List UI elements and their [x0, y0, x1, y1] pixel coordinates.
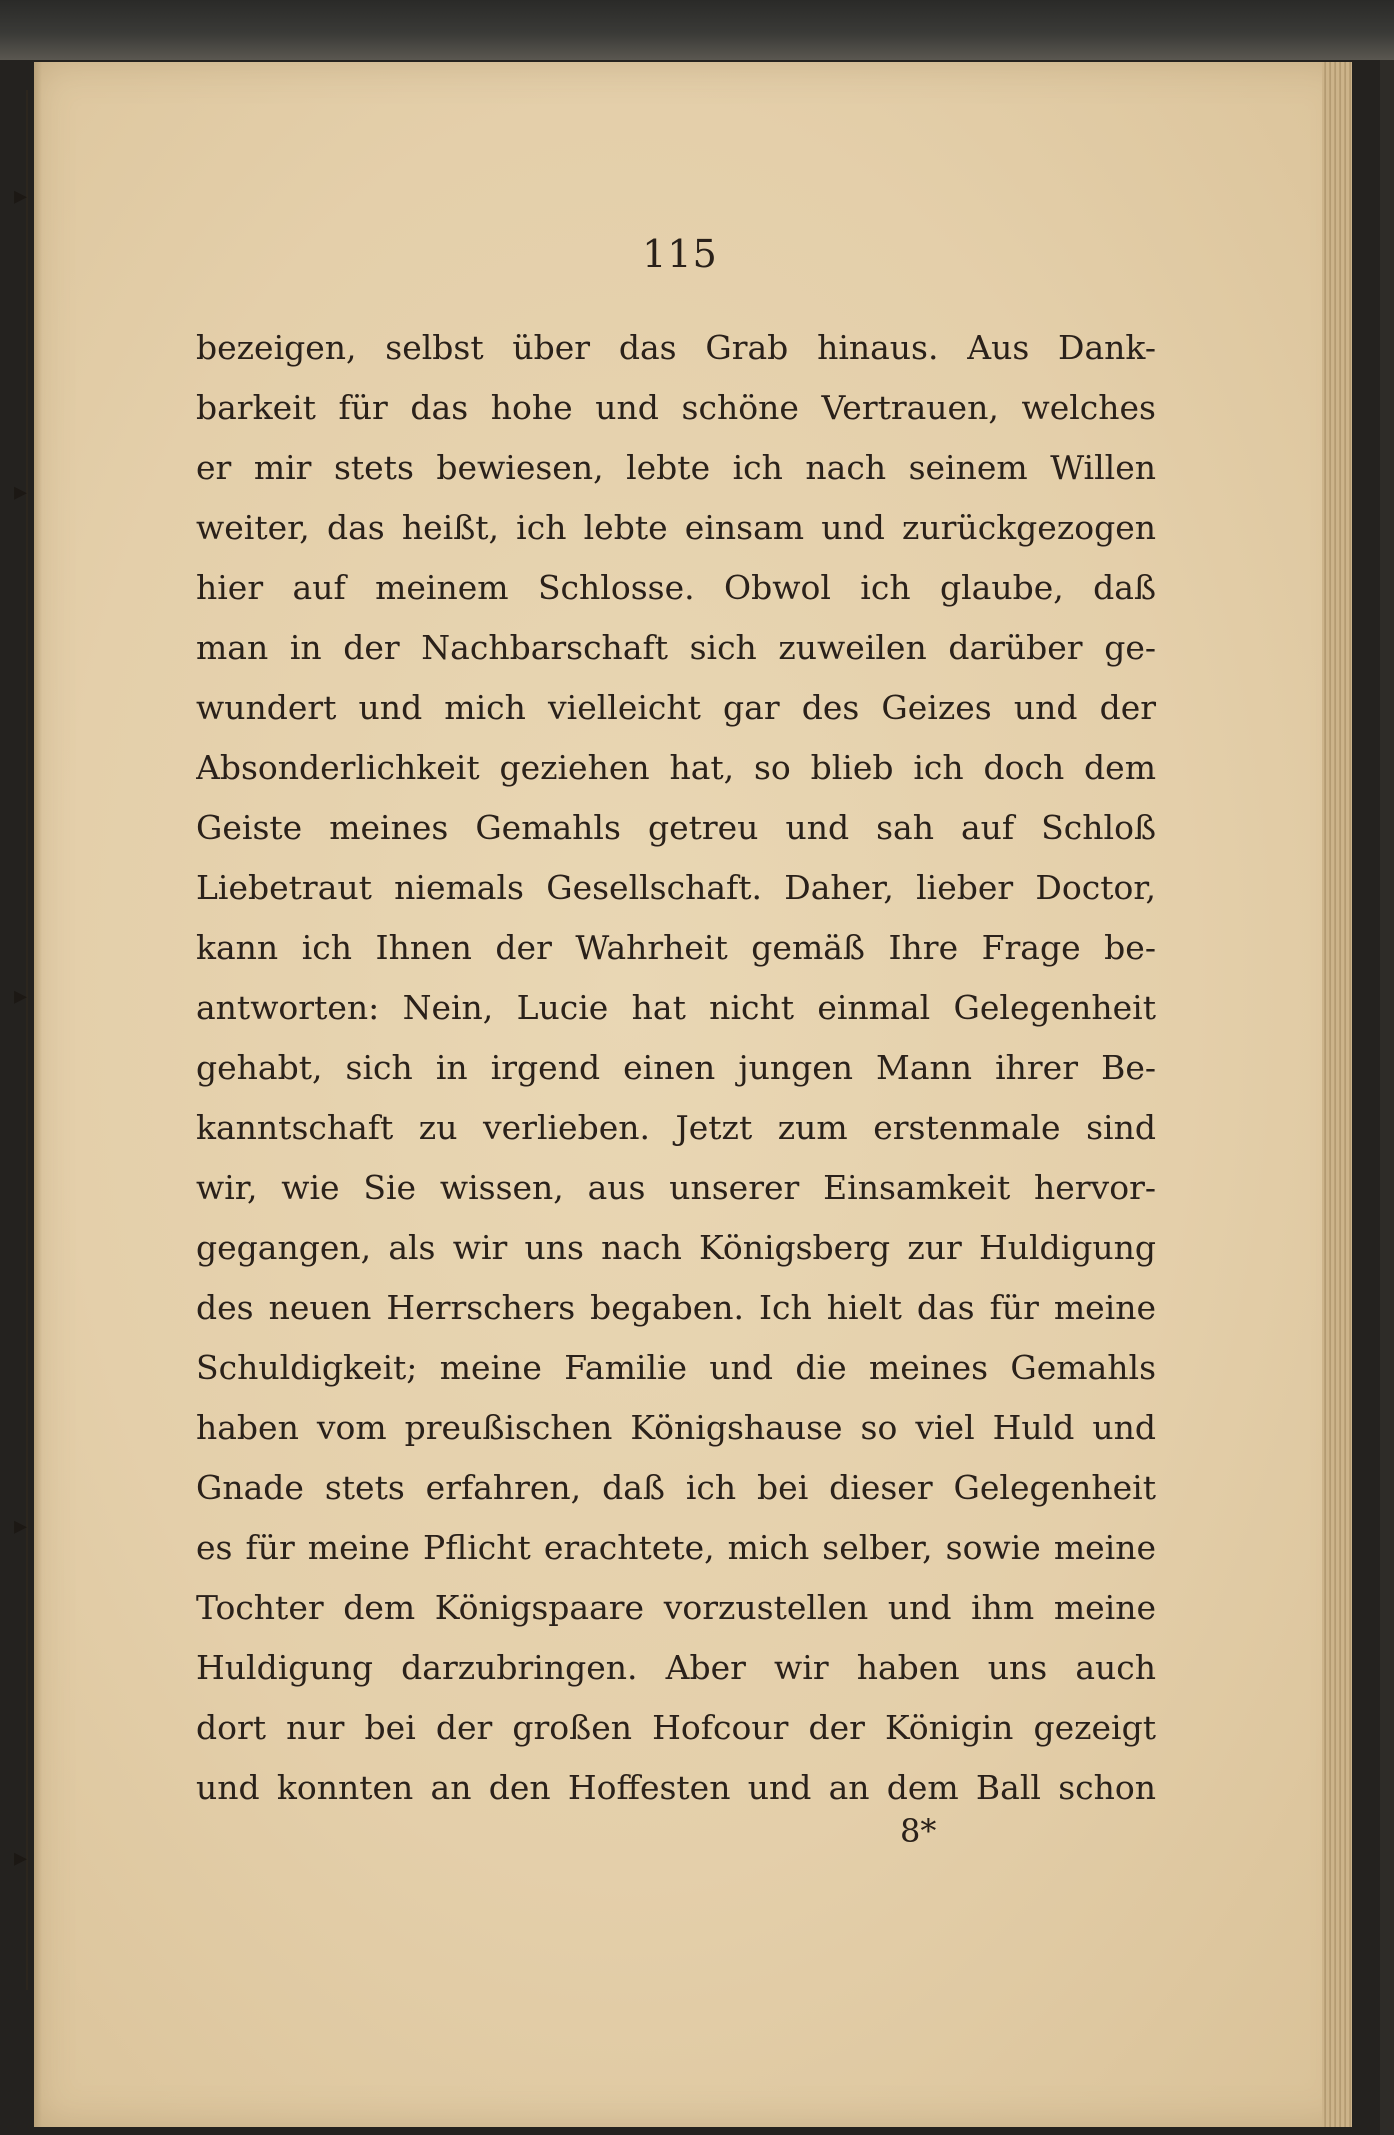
text-line: er mir stets bewiesen, lebte ich nach seinem Willen — [196, 448, 1156, 487]
text-line: barkeit für das hohe und schöne Vertrauen, welches — [196, 388, 1156, 427]
text-line: haben vom preußischen Königshause so viel Huld und — [196, 1408, 1156, 1447]
text-line: gegangen, als wir uns nach Königsberg zur Huldigung — [196, 1228, 1156, 1267]
book-cover-right — [1380, 60, 1394, 2135]
margin-tab-marker: ▸ — [14, 1511, 28, 1541]
text-line: wir, wie Sie wissen, aus unserer Einsamkeit hervor- — [196, 1168, 1156, 1207]
signature-mark: 8* — [900, 1812, 937, 1850]
text-line: dort nur bei der großen Hofcour der Königin gezeigt — [196, 1708, 1156, 1747]
text-line: Absonderlichkeit geziehen hat, so blieb ich doch dem — [196, 748, 1156, 787]
text-line: Liebetraut niemals Gesellschaft. Daher, lieber Doctor, — [196, 868, 1156, 907]
text-line: Huldigung darzubringen. Aber wir haben uns auch — [196, 1648, 1156, 1687]
page-gutter-shadow — [34, 62, 42, 2127]
text-line: gehabt, sich in irgend einen jungen Mann ihrer Be- — [196, 1048, 1156, 1087]
body-text — [196, 318, 1156, 1818]
margin-rule — [26, 90, 28, 1990]
text-line: kanntschaft zu verlieben. Jetzt zum erstenmale sind — [196, 1108, 1156, 1147]
text-line: man in der Nachbarschaft sich zuweilen darüber ge- — [196, 628, 1156, 667]
text-line: wundert und mich vielleicht gar des Geizes und der — [196, 688, 1156, 727]
text-line: weiter, das heißt, ich lebte einsam und zurückgezogen — [196, 508, 1156, 547]
text-line: bezeigen, selbst über das Grab hinaus. Aus Dank- — [196, 328, 1156, 367]
text-line: Gnade stets erfahren, daß ich bei dieser Gelegenheit — [196, 1468, 1156, 1507]
margin-tab-marker: ▸ — [14, 181, 28, 211]
text-line: Tochter dem Königspaare vorzustellen und ihm meine — [196, 1588, 1156, 1627]
margin-tab-marker: ▸ — [14, 477, 28, 507]
text-line: es für meine Pflicht erachtete, mich selber, sowie meine — [196, 1528, 1156, 1567]
text-line: antworten: Nein, Lucie hat nicht einmal Gelegenheit — [196, 988, 1156, 1027]
text-line: hier auf meinem Schlosse. Obwol ich glaube, daß — [196, 568, 1156, 607]
text-line: Schuldigkeit; meine Familie und die meines Gemahls — [196, 1348, 1156, 1387]
page-edge-stack — [1322, 62, 1352, 2127]
text-line: kann ich Ihnen der Wahrheit gemäß Ihre Frage be- — [196, 928, 1156, 967]
margin-tab-marker: ▸ — [14, 1843, 28, 1873]
text-line: und konnten an den Hoffesten und an dem Ball schon — [196, 1768, 1156, 1807]
text-line: des neuen Herrschers begaben. Ich hielt das für meine — [196, 1288, 1156, 1327]
book-cover-top — [0, 0, 1394, 60]
text-line: Geiste meines Gemahls getreu und sah auf Schloß — [196, 808, 1156, 847]
page-number: 115 — [642, 232, 718, 276]
margin-tab-marker: ▸ — [14, 981, 28, 1011]
